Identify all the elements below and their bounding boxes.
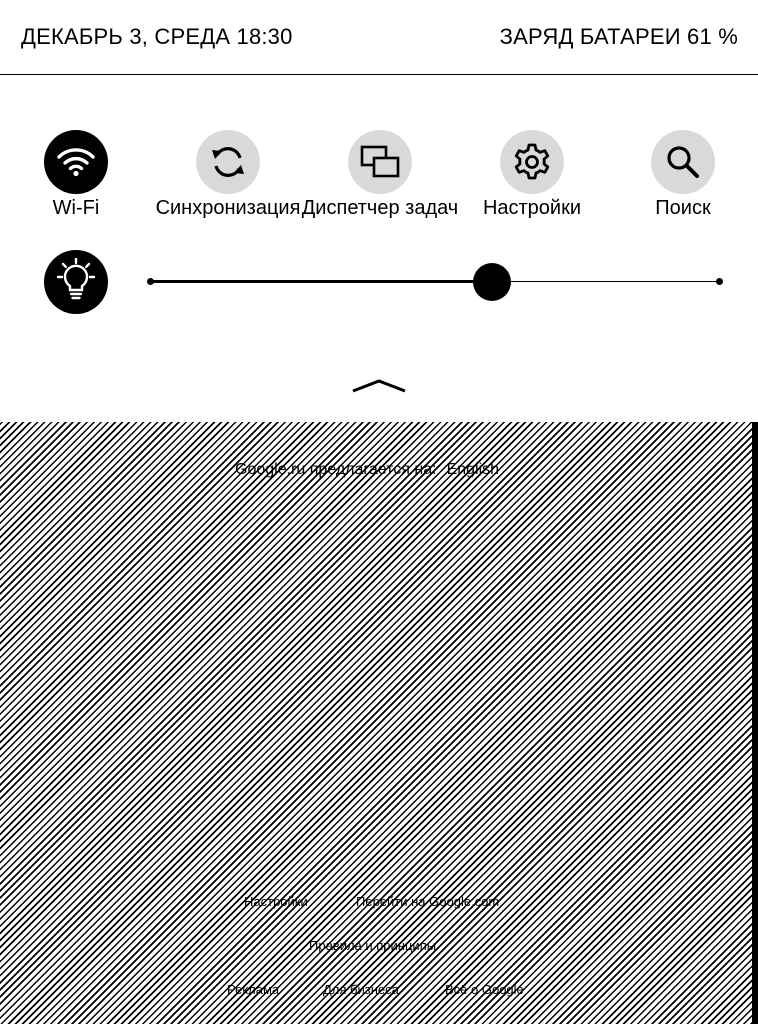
status-bar <box>0 0 758 75</box>
search-label: Поиск <box>655 197 711 219</box>
sync-label: Синхронизация <box>155 197 301 219</box>
slider-thumb[interactable] <box>473 263 511 301</box>
page-scroll-edge <box>752 422 758 1024</box>
footer-google-com-link[interactable]: Перейти на Google.com <box>356 894 500 909</box>
footer-settings-link[interactable]: Настройки <box>244 894 308 909</box>
web-page-background <box>0 422 752 1024</box>
slider-fill <box>150 280 492 283</box>
english-link[interactable]: English <box>446 461 500 478</box>
datetime-label: ДЕКАБРЬ 3, СРЕДА 18:30 <box>21 24 293 49</box>
footer-business-link[interactable]: Для бизнеса <box>323 982 399 997</box>
footer-about-link[interactable]: Всё о Google <box>445 982 524 997</box>
settings-button[interactable] <box>452 130 612 221</box>
frontlight-slider[interactable] <box>150 281 720 283</box>
language-offer <box>235 461 499 479</box>
task-manager-button[interactable] <box>300 130 460 221</box>
frontlight-button[interactable] <box>44 250 108 314</box>
language-offer-text: Google.ru предлагается на: <box>235 461 437 478</box>
search-button[interactable] <box>603 130 758 221</box>
slider-max-dot <box>716 278 723 285</box>
settings-label: Настройки <box>482 197 582 219</box>
gear-icon <box>500 130 564 194</box>
sync-button[interactable] <box>148 130 308 221</box>
task-manager-icon <box>348 130 412 194</box>
wifi-button[interactable] <box>0 130 156 221</box>
sync-icon <box>196 130 260 194</box>
footer-policies-link[interactable]: Правила и принципы <box>309 938 437 953</box>
lightbulb-icon <box>56 258 96 307</box>
slider-min-dot <box>147 278 154 285</box>
quick-settings-panel <box>0 76 758 422</box>
wifi-label: Wi-Fi <box>52 197 100 219</box>
wifi-icon <box>44 130 108 194</box>
task-manager-label: Диспетчер задач <box>301 197 459 219</box>
battery-label: ЗАРЯД БАТАРЕИ 61 % <box>499 24 738 49</box>
search-icon <box>651 130 715 194</box>
collapse-panel-button[interactable] <box>350 374 408 398</box>
chevron-up-icon <box>350 374 408 398</box>
footer-ads-link[interactable]: Реклама <box>227 982 280 997</box>
